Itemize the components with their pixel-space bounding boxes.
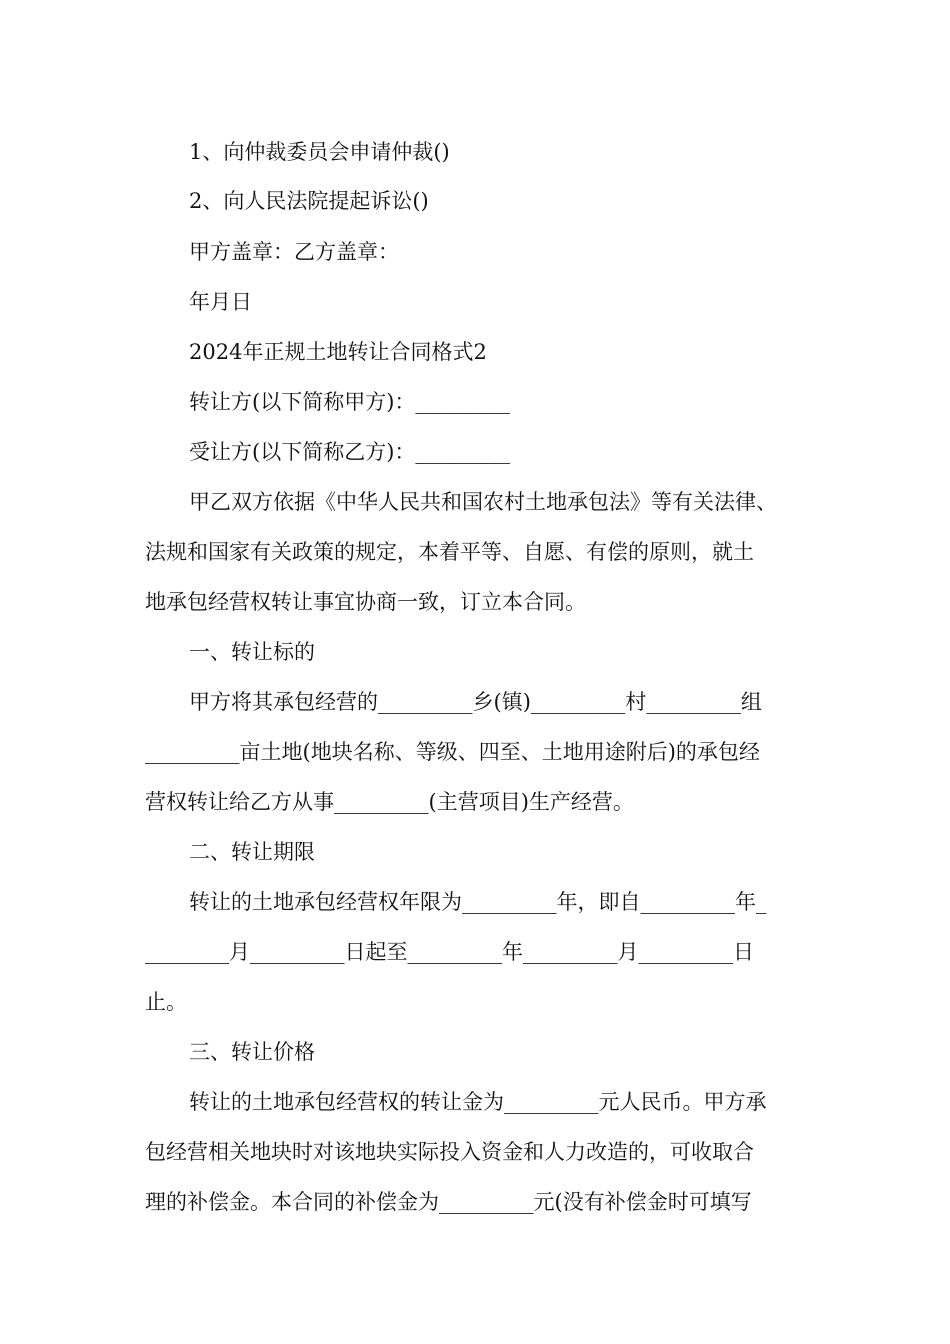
paragraph-line: 甲方将其承包经营的_________乡(镇)_________村_________组 (189, 690, 762, 714)
heading-subject: 一、转让标的 (189, 640, 315, 664)
date-line: 年月日 (189, 290, 252, 314)
transferee-line: 受让方(以下简称乙方)：_________ (189, 440, 510, 464)
paragraph-line: 营权转让给乙方从事_________(主营项目)生产经营。 (145, 790, 634, 814)
transferor-line: 转让方(以下简称甲方)：_________ (189, 390, 510, 414)
paragraph-line: 止。 (145, 990, 187, 1014)
paragraph-line: ________月_________日起至_________年_________月_________日 (145, 940, 754, 964)
paragraph-line: 理的补偿金。本合同的补偿金为_________元(没有补偿金时可填写 (145, 1190, 752, 1214)
section-title: 2024年正规土地转让合同格式2 (189, 340, 487, 364)
paragraph-line: 地承包经营权转让事宜协商一致，订立本合同。 (145, 590, 586, 614)
heading-term: 二、转让期限 (189, 840, 315, 864)
paragraph-line: 转让的土地承包经营权年限为_________年，即自_________年_ (189, 890, 767, 914)
seal-line: 甲方盖章：乙方盖章： (189, 240, 399, 264)
paragraph-line: 转让的土地承包经营权的转让金为_________元人民币。甲方承 (189, 1090, 767, 1114)
litigation-option: 2、向人民法院提起诉讼() (189, 189, 429, 213)
paragraph-line: 包经营相关地块时对该地块实际投入资金和人力改造的，可收取合 (145, 1140, 754, 1164)
heading-price: 三、转让价格 (189, 1040, 315, 1064)
arbitration-option: 1、向仲裁委员会申请仲裁() (189, 140, 450, 164)
paragraph-line: 甲乙双方依据《中华人民共和国农村土地承包法》等有关法律、 (189, 490, 777, 514)
paragraph-line: _________亩土地(地块名称、等级、四至、土地用途附后)的承包经 (145, 740, 760, 764)
paragraph-line: 法规和国家有关政策的规定，本着平等、自愿、有偿的原则，就土 (145, 540, 754, 564)
